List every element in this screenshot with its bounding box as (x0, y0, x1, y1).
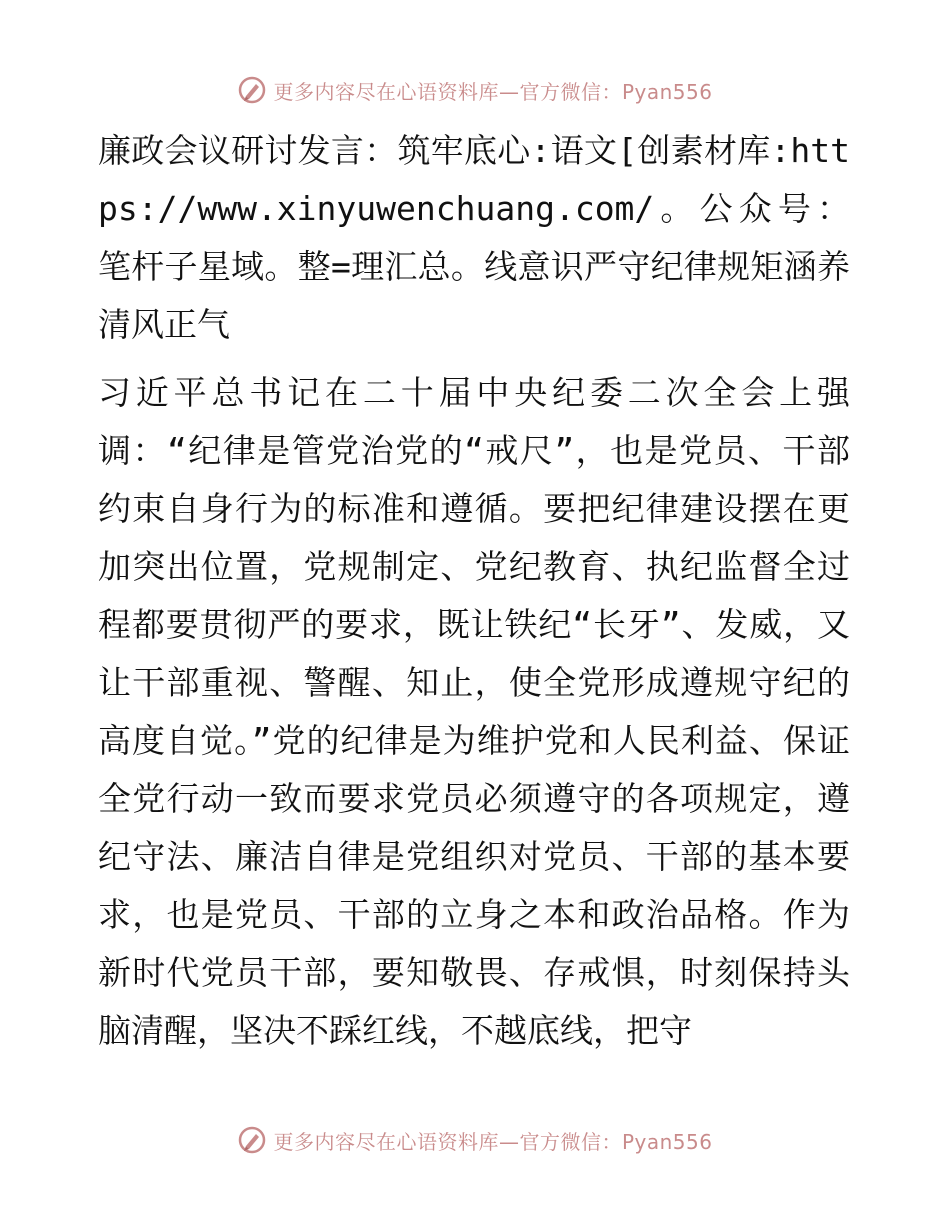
document-body (98, 122, 850, 1060)
pen-logo-icon (237, 1125, 267, 1155)
footer-watermark (0, 1122, 950, 1158)
watermark-text: 更多内容尽在心语资料库—官方微信：Pyan556 (273, 79, 713, 104)
pen-logo-icon (237, 75, 267, 105)
paragraph-body: 习近平总书记在二十届中央纪委二次全会上强调：“纪律是管党治党的“戒尺”，也是党员、干部约束自身行为的标准和遵循。要把纪律建设摆在更加突出位置，党规制定、党纪教育、执纪监督全过程都要贯彻严的要求，既让铁纪“长牙”、发威，又让干部重视、警醒、知止，使全党形成遵规守纪的高度自觉。”党的纪律是为维护党和人民利益、保证全党行动一致而要求党员必须遵守的各项规定，遵纪守法、廉洁自律是党组织对党员、干部的基本要求，也是党员、干部的立身之本和政治品格。作为新时代党员干部，要知敬畏、存戒惧，时刻保持头脑清醒，坚决不踩红线，不越底线，把守 (98, 373, 850, 1050)
watermark-text: 更多内容尽在心语资料库—官方微信：Pyan556 (273, 1129, 713, 1154)
header-watermark (0, 72, 950, 108)
paragraph-title: 廉政会议研讨发言：筑牢底心:语文[创素材库:https://www.xinyuwenchuang.com/。公众号：笔杆子星域。整=理汇总。线意识严守纪律规矩涵养清风正气 (98, 131, 850, 344)
